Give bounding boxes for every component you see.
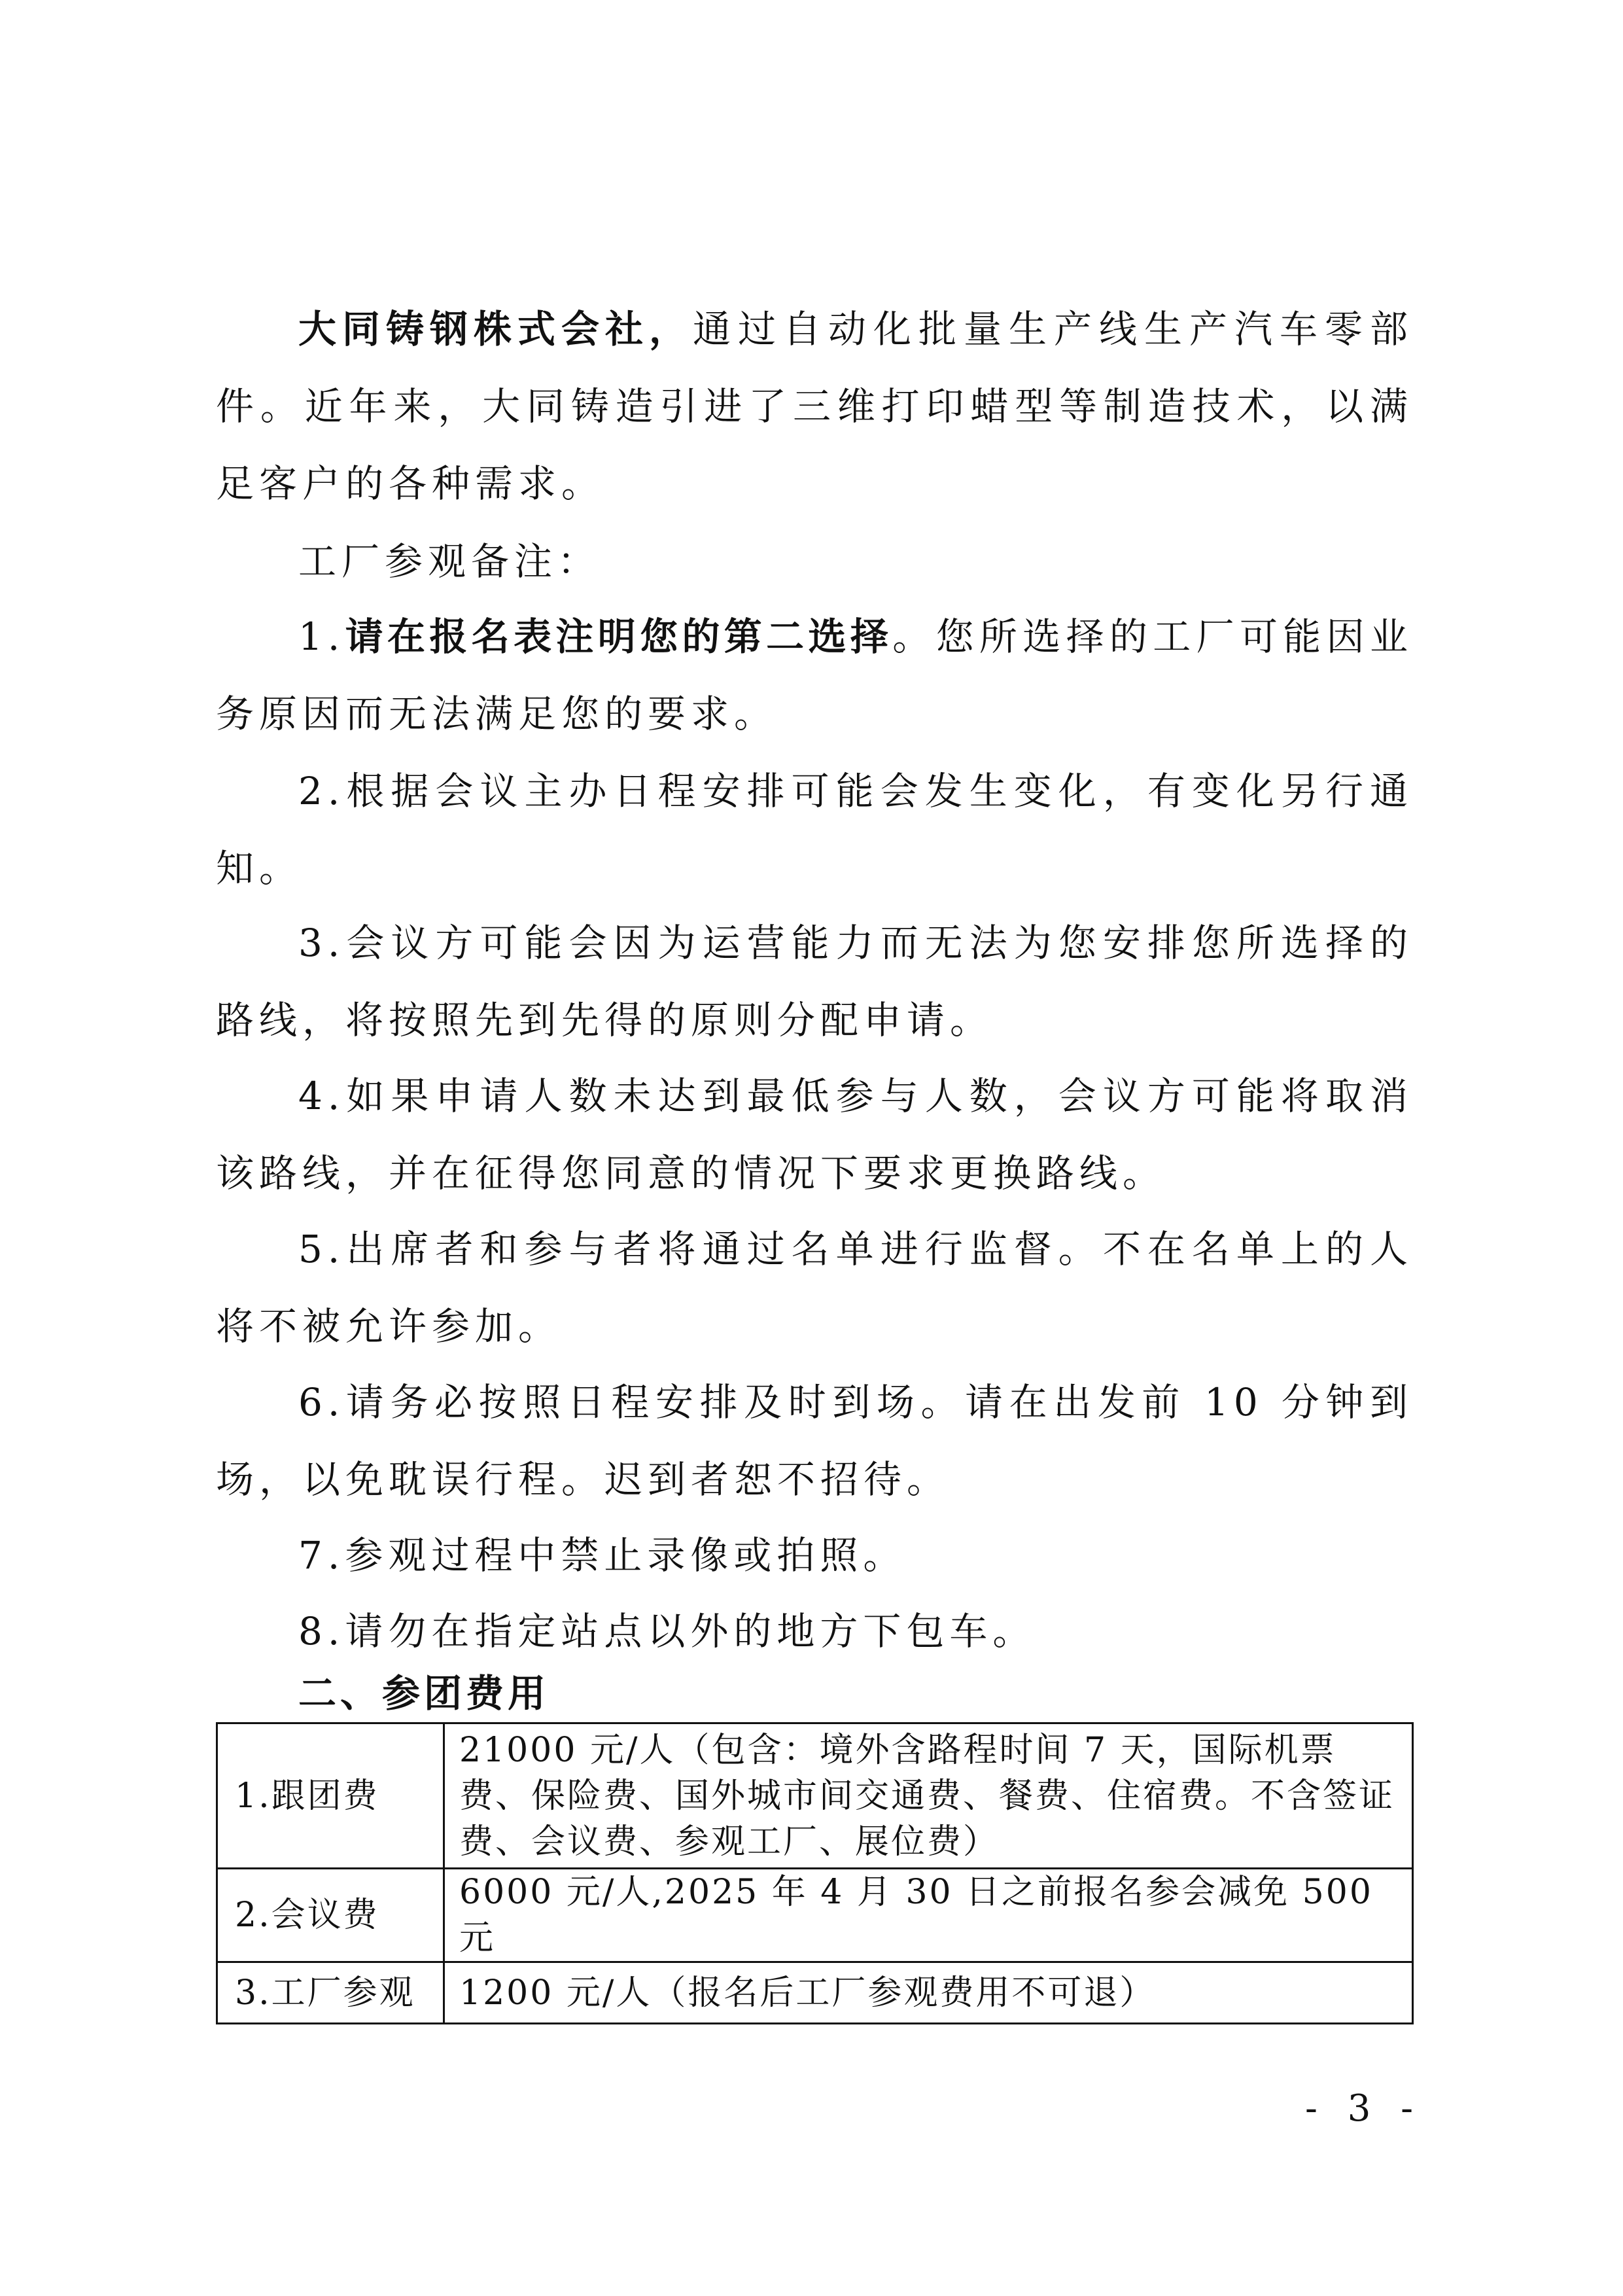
note-number: 2. — [298, 769, 345, 813]
note-number: 8. — [298, 1609, 345, 1653]
table-row — [217, 1869, 1413, 1962]
note-number: 6. — [298, 1380, 345, 1424]
note-3 — [216, 904, 1413, 1059]
fee-value: 1200 元/人（报名后工厂参观费用不可退） — [444, 1962, 1413, 2024]
note-text: 会议方可能会因为运营能力而无法为您安排您所选择的路线，将按照先到先得的原则分配申请。 — [216, 921, 1413, 1042]
note-number: 1. — [298, 614, 345, 659]
note-number: 7. — [298, 1533, 345, 1578]
note-number: 5. — [298, 1227, 345, 1271]
fees-table — [216, 1722, 1414, 2024]
note-emphasis: 请在报名表注明您的第二选择 — [345, 614, 893, 659]
note-text: 如果申请人数未达到最低参与人数，会议方可能将取消该路线，并在征得您同意的情况下要求更换路线。 — [216, 1074, 1413, 1195]
company-name: 大同铸钢株式会社， — [298, 307, 693, 351]
intro-paragraph — [216, 291, 1413, 522]
notes-heading: 工厂参观备注： — [298, 539, 601, 584]
note-5 — [216, 1210, 1413, 1365]
fee-value: 21000 元/人（包含：境外含路程时间 7 天，国际机票费、保险费、国外城市间交通费、餐费、住宿费。不含签证费、会议费、参观工厂、展位费） — [444, 1723, 1413, 1869]
note-text: 请务必按照日程安排及时到场。请在出发前 10 分钟到场，以免耽误行程。迟到者恕不招待。 — [216, 1380, 1413, 1502]
note-text: 。您所选择的工厂可能因业务原因而无法满足您的要求。 — [216, 614, 1413, 736]
note-2 — [216, 752, 1413, 907]
intro-text: 通过自动化批量生产线生产汽车零部件。近年来，大同铸造引进了三维打印蜡型等制造技术，以满足客户的各种需求。 — [216, 307, 1413, 506]
note-1 — [216, 598, 1413, 752]
note-6 — [216, 1364, 1413, 1518]
note-8 — [216, 1593, 1413, 1670]
fee-label: 3.工厂参观 — [217, 1962, 444, 2024]
note-text: 根据会议主办日程安排可能会发生变化，有变化另行通知。 — [216, 769, 1413, 891]
note-4 — [216, 1057, 1413, 1212]
fee-label: 1.跟团费 — [217, 1723, 444, 1869]
table-row — [217, 1723, 1413, 1869]
page-number: - 3 - — [1305, 2087, 1423, 2130]
note-number: 4. — [298, 1074, 345, 1118]
note-text: 出席者和参与者将通过名单进行监督。不在名单上的人将不被允许参加。 — [216, 1227, 1413, 1349]
note-number: 3. — [298, 921, 345, 965]
fee-label: 2.会议费 — [217, 1869, 444, 1962]
note-7 — [216, 1517, 1413, 1594]
note-text: 参观过程中禁止录像或拍照。 — [345, 1533, 907, 1578]
note-text: 请勿在指定站点以外的地方下包车。 — [345, 1609, 1036, 1653]
section-heading: 二、参团费用 — [298, 1671, 550, 1716]
fee-value: 6000 元/人,2025 年 4 月 30 日之前报名参会减免 500 元 — [444, 1869, 1413, 1962]
table-row — [217, 1962, 1413, 2024]
